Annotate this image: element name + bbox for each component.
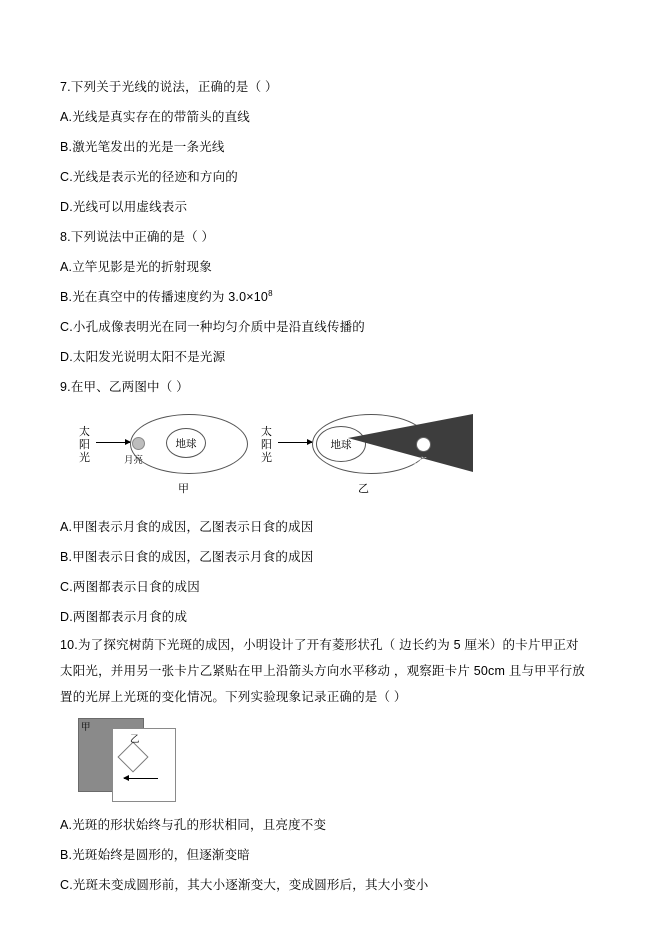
move-direction-arrow <box>124 778 158 779</box>
card-yi <box>112 728 176 802</box>
question-8-option-a: A.立竿见影是光的折射现象 <box>60 260 212 274</box>
question-7-stem: 7.下列关于光线的说法，正确的是（ ） <box>60 80 278 94</box>
figure-caption-jia: 甲 <box>178 483 189 495</box>
moon-label-left: 月亮 <box>124 455 144 466</box>
question-10-option-c: C.光斑未变成圆形前，其大小逐渐变大，变成圆形后，其大小变小 <box>60 878 429 892</box>
moon-right <box>416 437 431 452</box>
question-9-option-c: C.两图都表示日食的成因 <box>60 580 200 594</box>
moon-label-right: 月亮 <box>408 457 428 468</box>
sun-ray-arrow-right <box>278 442 312 443</box>
earth-left <box>166 428 206 458</box>
question-9-option-a: A.甲图表示月食的成因，乙图表示日食的成因 <box>60 520 314 534</box>
figure-caption-yi: 乙 <box>358 483 369 495</box>
question-9-option-b: B.甲图表示日食的成因，乙图表示月食的成因 <box>60 550 314 564</box>
question-10-stem-line-1: 10.为了探究树荫下光斑的成因，小明设计了开有菱形状孔（ 边长约为 5 厘米）的卡片甲正对 <box>60 638 579 652</box>
question-9-option-d: D.两图都表示月食的成 <box>60 610 188 624</box>
question-10-option-a: A.光斑的形状始终与孔的形状相同，且亮度不变 <box>60 818 327 832</box>
question-7-option-c: C.光线是表示光的径迹和方向的 <box>60 170 239 184</box>
sun-label-right: 太阳光 <box>261 426 272 464</box>
question-8 <box>60 222 605 372</box>
eclipse-diagram-figure <box>78 408 478 504</box>
question-9 <box>60 372 605 632</box>
sun-label-left: 太阳光 <box>79 426 90 464</box>
question-10-stem-line-2: 太阳光，并用另一张卡片乙紧贴在甲上沿箭头方向水平移动 ，观察距卡片 50cm 且与甲平行放 <box>60 664 585 678</box>
question-8-option-c: C.小孔成像表明光在同一种均匀介质中是沿直线传播的 <box>60 320 366 334</box>
moon-left <box>132 437 145 450</box>
question-8-stem: 8.下列说法中正确的是（ ） <box>60 230 215 244</box>
question-7-option-d: D.光线可以用虚线表示 <box>60 200 188 214</box>
question-10 <box>60 632 605 900</box>
sun-ray-arrow-left <box>96 442 130 443</box>
question-7-option-a: A.光线是真实存在的带箭头的直线 <box>60 110 251 124</box>
question-7 <box>60 72 605 222</box>
question-10-option-b: B.光斑始终是圆形的，但逐渐变暗 <box>60 848 251 862</box>
earth-label-right: 地球 <box>330 438 352 451</box>
question-8-option-b-text: B.光在真空中的传播速度约为 3.0×10 <box>60 290 269 304</box>
question-7-option-b: B.激光笔发出的光是一条光线 <box>60 140 225 154</box>
card-aperture-figure <box>78 718 278 804</box>
question-8-option-b-exponent: 8 <box>268 288 273 298</box>
question-8-option-d: D.太阳发光说明太阳不是光源 <box>60 350 226 364</box>
question-8-option-b <box>60 282 605 312</box>
question-9-stem: 9.在甲、乙两图中（ ） <box>60 380 189 394</box>
question-10-stem-line-3: 置的光屏上光斑的变化情况。下列实验现象记录正确的是（ ） <box>60 690 407 704</box>
card-yi-label: 乙 <box>130 734 140 745</box>
card-jia-label: 甲 <box>81 722 91 733</box>
earth-label-left: 地球 <box>175 437 197 450</box>
